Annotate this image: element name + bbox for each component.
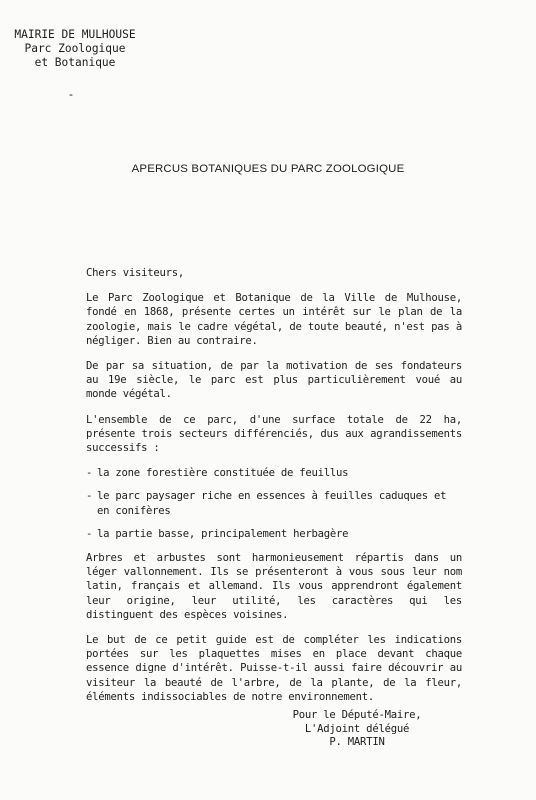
letterhead-dash: -: [67, 88, 75, 101]
letter-body: [86, 266, 462, 715]
list-dash: -: [86, 527, 93, 540]
list-item: [86, 466, 462, 480]
paragraph-situation: De par sa situation, de par la motivation de ses fondateurs au 19e siècle, le parc est plus particulièrement voué au monde végétal.: [86, 360, 462, 401]
signature-name: P. MARTIN: [329, 736, 385, 749]
list-item-text: le parc paysager riche en essences à feuilles caduques et en conifères: [97, 490, 447, 517]
letterhead-line-3: et Botanique: [34, 56, 116, 69]
paragraph-intro: Le Parc Zoologique et Botanique de la Ville de Mulhouse, fondé en 1868, présente certes un intérêt sur le plan de la zoologie, mais le cadre végétal, de toute beauté, n'est pas à négliger. Bien au contraire.: [86, 292, 462, 347]
letterhead: [6, 28, 144, 102]
letterhead-line-2: Parc Zoologique: [24, 42, 126, 55]
signature-line-2: L'Adjoint délégué: [304, 722, 410, 735]
list-dash: -: [86, 467, 93, 480]
paragraph-sectors: L'ensemble de ce parc, d'une surface totale de 22 ha, présente trois secteurs différenciés, dus aux agrandissements successifs :: [86, 413, 462, 455]
paragraph-purpose: Le but de ce petit guide est de compléter les indications portées sur les plaquettes mises en place devant chaque essence digne d'intérêt. Puisse-t-il aussi faire découvrir au visiteur la beauté de l'arbre, de la plante, de la fleur, éléments indissociables de notre environnement.: [86, 634, 462, 703]
salutation: Chers visiteurs,: [86, 267, 185, 279]
list-item-text: la zone forestière constituée de feuillus: [97, 467, 349, 480]
sector-list: [86, 466, 462, 541]
signature-line-1: Pour le Député-Maire,: [292, 709, 422, 721]
list-item: [86, 527, 462, 541]
signature-block: [262, 709, 452, 750]
document-title: APERCUS BOTANIQUES DU PARC ZOOLOGIQUE: [131, 163, 405, 175]
list-item-text: la partie basse, principalement herbagère: [97, 527, 349, 540]
paragraph-trees: Arbres et arbustes sont harmonieusement répartis dans un léger vallonnement. Ils se présenteront à vous sous leur nom latin, français et allemand. Ils vous apprendront également leur origine, leur utilité, les caractères qui les distinguent des espèces voisines.: [86, 552, 462, 621]
list-dash: -: [86, 490, 93, 503]
letterhead-line-1: MAIRIE DE MULHOUSE: [14, 28, 136, 41]
list-item: [86, 489, 462, 517]
